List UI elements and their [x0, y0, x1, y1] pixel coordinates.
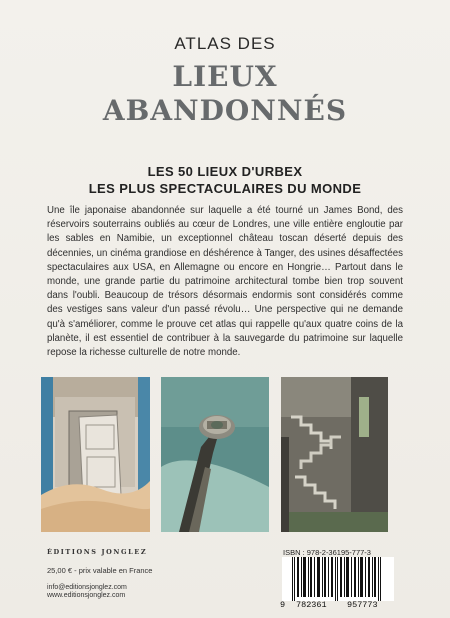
book-title-line1: LIEUX	[172, 60, 278, 93]
description-text: Une île japonaise abandonnée sur laquelle a été tourné un James Bond, des réservoirs souterrains oubliés au cœur de Londres, une ville entière engloutie par les sables en Namibie, un exceptionnel château toscan déserté depuis des décennies, un cinéma grandiose en déshérence à Tanger, des usines désaffectées spectaculaires aux USA, en Allemagne ou encore en Hongrie… Partout dans le monde, une grande partie du patrimoine architectural tombe bien trop souvent dans l'oubli. Beaucoup de trésors désormais endormis sont considérés comme des vestiges sans valeur d'un passé révolu… Une perspective qui ne demande qu'à s'améliorer, comme le prouve cet atlas qui rappelle qu'aux quatre coins de la planète, il est essentiel de contribuer à la sauvegarde du patrimoine sur laquelle repose la richesse culturelle de notre monde.	[47, 205, 403, 359]
book-title-line2: ABANDONNÉS	[102, 94, 348, 127]
photo-ruined-stairs	[281, 377, 388, 532]
website-link[interactable]: www.editionsjonglez.com	[47, 592, 126, 599]
book-kicker: ATLAS DES	[174, 34, 276, 53]
barcode-digits-left: 782361	[296, 600, 327, 610]
publisher-logo: ÉDITIONS JONGLEZ	[47, 548, 148, 556]
barcode-digit-prefix: 9	[280, 600, 286, 610]
photo-sand-room	[41, 377, 150, 532]
barcode-digits-right: 957773	[347, 600, 378, 610]
price-text: 25,00 € - prix valable en France	[47, 566, 153, 575]
subtitle-line2: LES PLUS SPECTACULAIRES DU MONDE	[88, 181, 362, 196]
photo-sea-fort	[161, 377, 269, 532]
isbn-text: ISBN : 978-2-36195-777-3	[283, 548, 371, 557]
email-link[interactable]: info@editionsjonglez.com	[47, 584, 127, 591]
subtitle-line1: LES 50 LIEUX D'URBEX	[147, 164, 303, 179]
barcode	[282, 557, 394, 601]
